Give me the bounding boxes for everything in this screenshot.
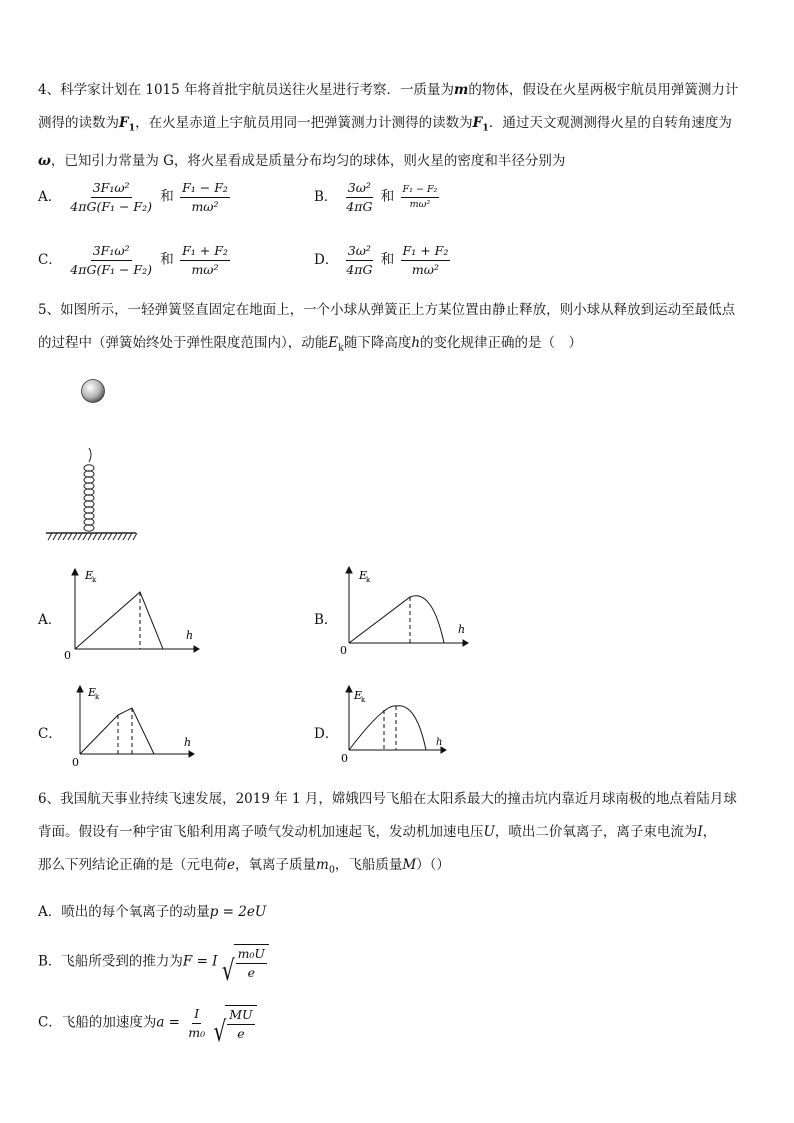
svg-text:0: 0 — [64, 649, 71, 662]
ground-icon — [46, 533, 137, 540]
svg-text:k: k — [361, 696, 366, 704]
svg-text:E: E — [85, 569, 94, 582]
q4-line-3: ω，已知引力常量为 G，将火星看成是质量分布均匀的球体，则火星的密度和半径分别为 — [38, 152, 566, 169]
q4-line-2: 测得的读数为$F_1$，在火星赤道上宇航员用同一把弹簧测力计测得的读数为$F_1$．通过天文观测测得火星的自转角速度为 — [38, 115, 732, 134]
q4-line-1: 4、科学家计划在 1015 年将首批宇航员送往火星进行考察．一质量为m的物体，假设在火星两极宇航员用弹簧测力计 — [38, 82, 739, 98]
svg-text:0: 0 — [341, 752, 348, 765]
q6-c-sqrt: √ $\frac{MU}{e}$ — [213, 1005, 256, 1041]
q6-b-sqrt: √ $\frac{\text{m₀U}}{e}$ — [222, 944, 269, 980]
q4-b-radius: $\frac{\text{F₁ − F₂}}{\text{mω²}}$ — [402, 183, 438, 210]
q6-option-b[interactable]: B．飞船所受到的推力为F = I √ $\frac{\text{m₀U}}{e}$ — [38, 944, 269, 980]
q5-option-a-label[interactable]: A． — [38, 612, 62, 628]
q6-option-c[interactable]: C．飞船的加速度为a = $\frac{I}{\text{m₀}}$ √ $\frac{MU}{e}$ — [38, 1005, 257, 1041]
q5-graph-a[interactable] — [60, 565, 210, 665]
q4-c-density: $\frac{\text{3F₁ω²}}{\text{4πG(F₁ − F₂)}}$ — [70, 243, 152, 277]
q6-line-1: 6、我国航天事业持续飞速发展，2019 年 1 月，嫦娥四号飞船在太阳系最大的撞击坑内靠近月球南极的地点着陆月球 — [38, 791, 737, 807]
q4-d-density: $\frac{\text{3ω²}}{4\pi G}$ — [346, 243, 373, 277]
q4-option-a[interactable]: A． $\frac{\text{3F₁ω²}}{\text{4πG(F₁ − F₂)}}$ 和 $\frac{\text{F₁ − F₂}}{\text{mω²}}$ — [38, 180, 228, 214]
svg-text:k: k — [95, 693, 100, 701]
q5-graph-b[interactable] — [334, 563, 484, 663]
spring-ball-figure — [40, 372, 160, 547]
q6-c-fraction: $\frac{I}{\text{m₀}}$ — [188, 1006, 206, 1040]
q4-a-density: $\frac{\text{3F₁ω²}}{\text{4πG(F₁ − F₂)}}$ — [70, 180, 152, 214]
q5-line-2: 的过程中（弹簧始终处于弹性限度范围内），动能$E_k$随下降高度h的变化规律正确的是（ ） — [38, 335, 583, 354]
svg-text:h: h — [186, 629, 194, 642]
q4-a-radius: $\frac{\text{F₁ − F₂}}{\text{mω²}}$ — [182, 180, 228, 214]
q4-option-b[interactable]: B． $\frac{\text{3ω²}}{4\pi G}$ 和 $\frac{\text{F₁ − F₂}}{\text{mω²}}$ — [314, 180, 438, 214]
q4-d-radius: $\frac{\text{F₁ + F₂}}{\text{mω²}}$ — [402, 243, 449, 277]
svg-text:0: 0 — [340, 644, 347, 657]
svg-text:E: E — [88, 686, 97, 699]
q5-graph-d[interactable] — [334, 682, 484, 774]
question-5-text — [38, 294, 760, 365]
q6-line-3: 那么下列结论正确的是（元电荷e，氧离子质量$m_0$，飞船质量M）（） — [38, 857, 450, 876]
svg-text:h: h — [458, 623, 466, 636]
svg-text:0: 0 — [72, 756, 79, 769]
q4-option-c[interactable]: C． $\frac{\text{3F₁ω²}}{\text{4πG(F₁ − F₂)}}$ 和 $\frac{\text{F₁ + F₂}}{\text{mω²}}$ — [38, 243, 228, 277]
q5-line-1: 5、如图所示，一轻弹簧竖直固定在地面上，一个小球从弹簧正上方某位置由静止释放，则小球从释放到运动至最低点 — [38, 302, 736, 318]
q4-c-radius: $\frac{\text{F₁ + F₂}}{\text{mω²}}$ — [182, 243, 228, 277]
q6-line-2: 背面。假设有一种宇宙飞船利用离子喷气发动机加速起飞，发动机加速电压U，喷出二价氧离子，离子束电流为I， — [38, 824, 717, 840]
svg-text:E: E — [354, 689, 363, 702]
q5-option-c-label[interactable]: C． — [38, 726, 62, 742]
q6-option-a[interactable]: A．喷出的每个氧离子的动量p = 2eU — [38, 904, 267, 920]
q5-option-d-label[interactable]: D． — [314, 726, 339, 742]
svg-text:E: E — [359, 569, 368, 582]
ball-icon — [82, 380, 105, 403]
q5-option-b-label[interactable]: B． — [314, 612, 338, 628]
q5-graph-c[interactable] — [60, 682, 210, 774]
q4-option-d[interactable]: D． $\frac{\text{3ω²}}{4\pi G}$ 和 $\frac{\text{F₁ + F₂}}{\text{mω²}}$ — [314, 243, 449, 277]
question-6-text — [38, 783, 760, 887]
svg-text:h: h — [436, 737, 443, 748]
spring-icon — [84, 448, 94, 531]
svg-text:h: h — [184, 736, 192, 749]
svg-text:k: k — [92, 576, 97, 584]
q4-b-density: $\frac{\text{3ω²}}{4\pi G}$ — [346, 180, 373, 214]
question-4-text — [38, 74, 760, 178]
svg-text:k: k — [366, 576, 371, 584]
